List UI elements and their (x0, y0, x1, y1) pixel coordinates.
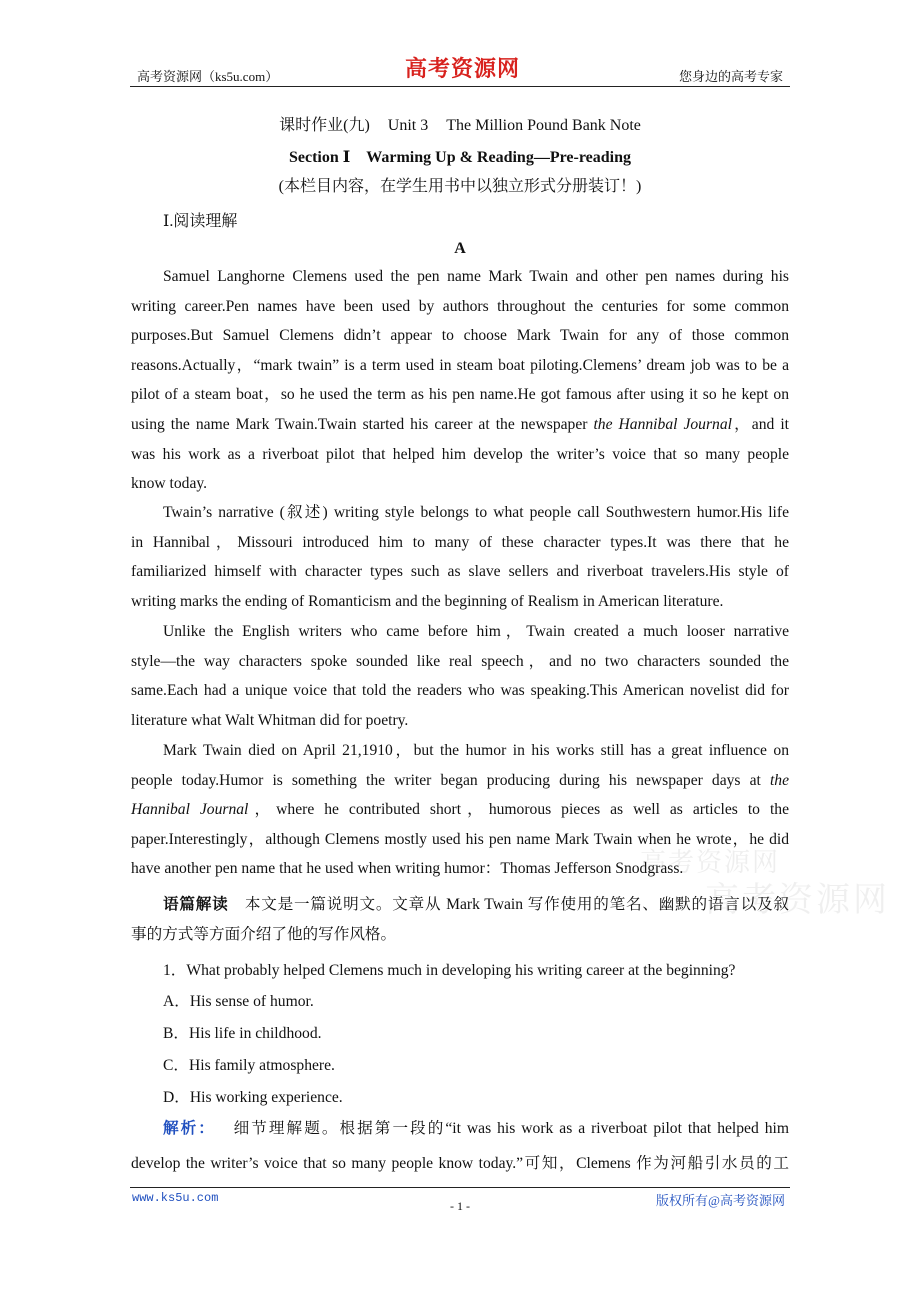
p1-line-6-tail: ，and it (731, 415, 789, 433)
question-1-stem: 1．What probably helped Clemens much in developing his writing career at the beginning? (163, 962, 736, 979)
p2-line-4: writing marks the ending of Romanticism and the beginning of Realism in American literature. (131, 592, 724, 610)
p4-line-3-text: ，where he contributed short，humorous pieces as well as articles to the (248, 801, 789, 819)
p3-line-4: literature what Walt Whitman did for poetry. (131, 711, 409, 729)
site-logo: 高考资源网 (405, 56, 521, 82)
reading-guide (131, 890, 789, 949)
unit-title: The Million Pound Bank Note (446, 117, 641, 134)
option-d: D．His working experience. (163, 1089, 343, 1106)
p1-line-8: know today. (131, 475, 208, 493)
analysis-line-2: develop the writer’s voice that so many people know today.”可知，Clemens 作为河船引水员的工 (131, 1155, 789, 1172)
analysis-label: 解析： (163, 1120, 216, 1137)
p2-line-1: Twain’s narrative (叙述) writing style belongs to what people call Southwestern humor.His life (163, 504, 789, 521)
analysis-text-1: 细节理解题。根据第一段的“it was his work as a riverboat pilot that helped him (231, 1120, 789, 1137)
section-title: Section Ⅰ Warming Up & Reading—Pre-reading (288, 149, 631, 166)
header-divider (130, 86, 790, 87)
header-left-text: 高考资源网（ks5u.com） (137, 69, 279, 84)
reading-guide-line-2: 事的方式等方面介绍了他的写作风格。 (131, 925, 397, 943)
p3-line-1: Unlike the English writers who came before him，Twain created a much looser narrative (163, 623, 789, 640)
page-number: - 1 - (450, 1199, 470, 1213)
p4-line-4: paper.Interestingly，although Clemens mostly used his pen name Mark Twain when he wrote，he did (131, 830, 789, 848)
p1-line-5: pilot of a steam boat，so he used the term as his pen name.He got famous after using it so he kept on (131, 386, 789, 404)
analysis-line-1 (131, 1111, 789, 1146)
p2-line-3: familiarized himself with character types such as slave sellers and riverboat travelers.His style of (131, 563, 789, 581)
watermark-text: 高考资源网 (640, 848, 781, 877)
option-b: B．His life in childhood. (163, 1025, 322, 1042)
passage-paragraph-1 (131, 262, 789, 499)
newspaper-title-rest: Hannibal Journal (131, 801, 249, 819)
p4-line-2-text: people today.Humor is something the writer began producing during his newspaper days at (131, 771, 770, 789)
reading-guide-label: 语篇解读 (163, 896, 229, 913)
p3-line-3: same.Each had a unique voice that told the readers who was speaking.This American novelist did for (131, 682, 789, 700)
p1-line-4: reasons.Actually，“mark twain” is a term used in steam boat piloting.Clemens’ dream job was to be a (131, 356, 789, 374)
footer-copyright: 版权所有@高考资源网 (656, 1193, 785, 1208)
reading-guide-text-1: 本文是一篇说明文。文章从 Mark Twain 写作使用的笔名、幽默的语言以及叙 (244, 896, 789, 913)
p1-line-6 (131, 410, 789, 440)
unit-label: Unit 3 (387, 117, 429, 134)
newspaper-title: the Hannibal Journal (593, 415, 732, 433)
page-title (0, 112, 920, 135)
footer-website-link[interactable]: www.ks5u.com (132, 1191, 219, 1205)
p4-line-1: Mark Twain died on April 21,1910，but the humor in his works still has a great influence on (163, 742, 789, 759)
p1-line-7: was his work as a riverboat pilot that helped him develop the writer’s voice that so many people (131, 445, 789, 463)
newspaper-title-part: the (769, 771, 789, 789)
analysis (131, 1111, 789, 1181)
passage-paragraph-2 (131, 498, 789, 616)
p4-line-5: have another pen name that he used when writing humor：Thomas Jefferson Snodgrass. (131, 860, 684, 878)
footer-divider (130, 1187, 790, 1188)
section-heading: Ⅰ.阅读理解 (163, 213, 238, 230)
p1-line-6-text: using the name Mark Twain.Twain started his career at the newspaper (131, 415, 594, 433)
p4-line-3 (131, 795, 789, 825)
p4-line-2 (131, 766, 789, 796)
p1-line-3: purposes.But Samuel Clemens didn’t appear to choose Mark Twain for any of those common (131, 327, 789, 345)
watermark-text-large: 高考资源网 (705, 882, 890, 919)
p1-line-2: writing career.Pen names have been used by authors throughout the centuries for some common (131, 297, 789, 315)
p1-line-1: Samuel Langhorne Clemens used the pen name Mark Twain and other pen names during his (163, 268, 789, 285)
homework-number: 课时作业(九) (279, 117, 370, 134)
binding-note: (本栏目内容，在学生用书中以独立形式分册装订！) (278, 178, 642, 195)
passage-label: A (454, 240, 466, 257)
p3-line-2: style—the way characters spoke sounded like real speech，and no two characters sounded the (131, 652, 789, 670)
reading-guide-line-1 (131, 890, 789, 920)
passage-paragraph-3 (131, 617, 789, 735)
header-right-text: 您身边的高考专家 (678, 69, 783, 84)
p2-line-2: in Hannibal，Missouri introduced him to many of these character types.It was there that he (131, 533, 789, 551)
option-c: C．His family atmosphere. (163, 1057, 335, 1074)
option-a: A．His sense of humor. (163, 993, 314, 1010)
